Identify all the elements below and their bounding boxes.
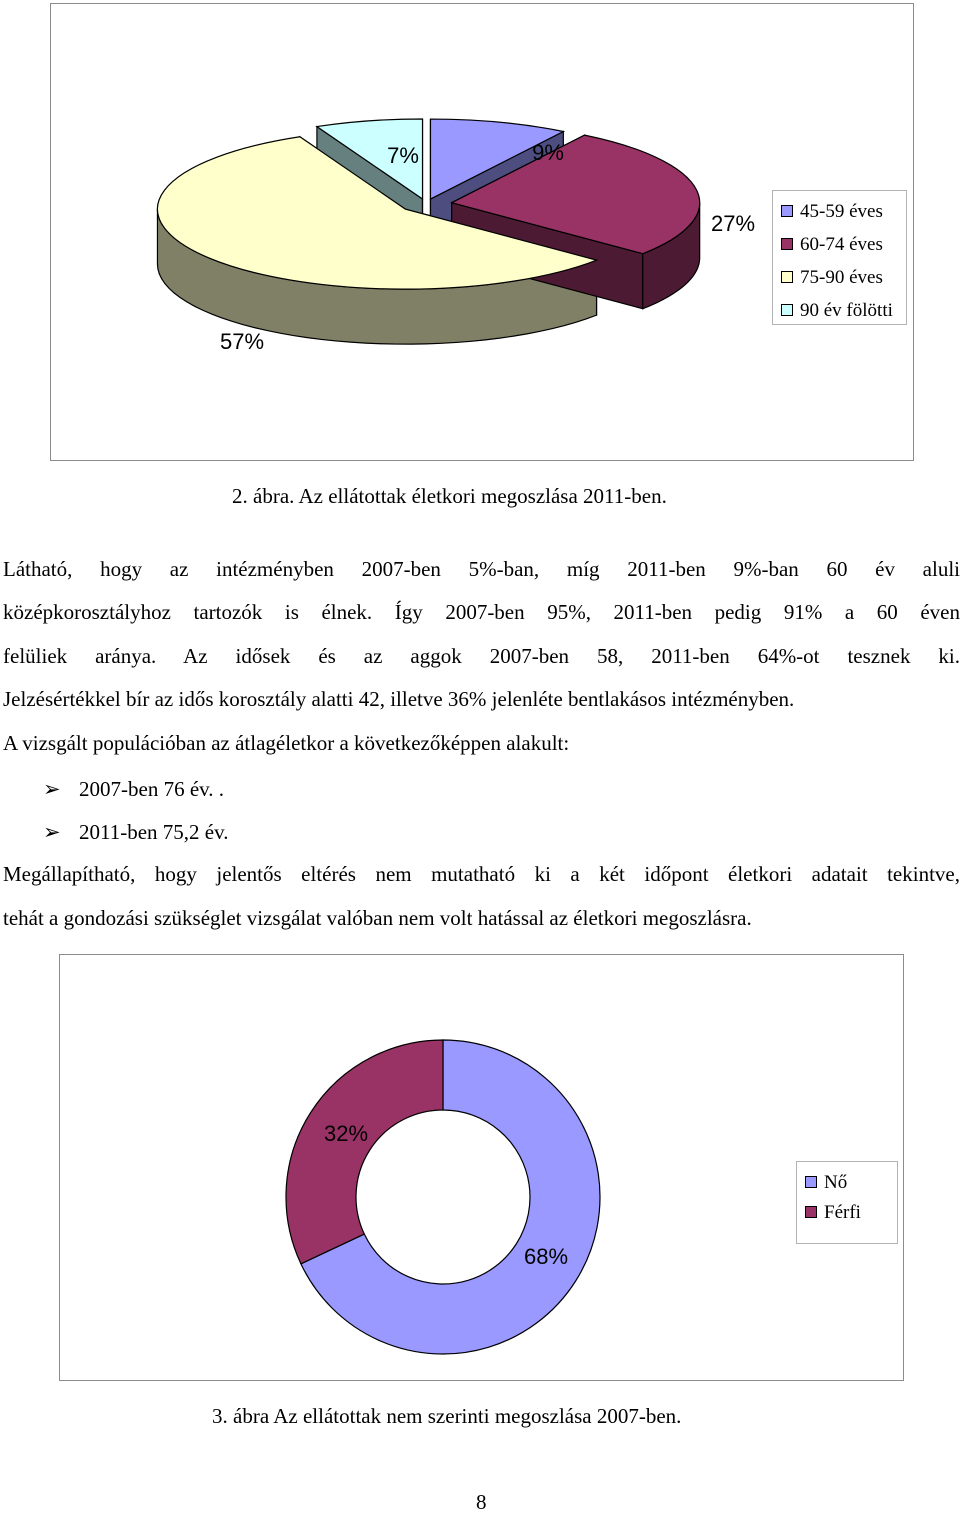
legend-swatch: [781, 205, 793, 217]
paragraph-line: tehát a gondozási szükséglet vizsgálat valóban nem volt hatással az életkori megoszlásra.: [3, 906, 752, 930]
legend-item-75-90: 75-90 éves: [781, 266, 883, 290]
legend-swatch: [781, 271, 793, 283]
data-label: 57%: [219, 329, 265, 354]
legend-swatch: [781, 304, 793, 316]
data-label: 9%: [532, 140, 564, 165]
data-label: 68%: [523, 1244, 569, 1269]
legend-swatch: [781, 238, 793, 250]
bullet-item: ➢ 2011-ben 75,2 év.: [43, 820, 229, 844]
figure-2-caption: 2. ábra. Az ellátottak életkori megoszlása 2011-ben.: [232, 484, 667, 508]
paragraph-line: Látható, hogy az intézményben 2007-ben 5%-ban, míg 2011-ben 9%-ban 60 év aluli: [3, 557, 960, 581]
donut-slice-Férfi: [286, 1040, 443, 1264]
gender-donut-svg: [60, 955, 903, 1380]
gender-legend: [796, 1161, 898, 1244]
paragraph-line: Jelzésértékkel bír az idős korosztály alatti 42, illetve 36% jelenléte bentlakásos intézményben.: [3, 687, 795, 711]
age-distribution-chart: [50, 3, 914, 461]
legend-item-45-59: 45-59 éves: [781, 200, 883, 224]
paragraph-line: A vizsgált populációban az átlagéletkor a következőképpen alakult:: [3, 731, 570, 755]
arrow-bullet-icon: ➢: [43, 820, 61, 844]
bullet-item: ➢ 2007-ben 76 év. .: [43, 777, 225, 801]
legend-item-60-74: 60-74 éves: [781, 233, 883, 257]
gender-distribution-chart: [59, 954, 904, 1381]
legend-item-ferfi: Férfi: [805, 1201, 861, 1225]
paragraph-line: felüliek aránya. Az idősek és az aggok 2007-ben 58, 2011-ben 64%-ot tesznek ki.: [3, 644, 960, 668]
arrow-bullet-icon: ➢: [43, 777, 61, 801]
paragraph-line: középkorosztályhoz tartozók is élnek. Így 2007-ben 95%, 2011-ben pedig 91% a 60 éven: [3, 600, 960, 624]
legend-item-90-plus: 90 év fölötti: [781, 299, 893, 323]
figure-3-caption: 3. ábra Az ellátottak nem szerinti megoszlása 2007-ben.: [212, 1404, 682, 1428]
paragraph-line: Megállapítható, hogy jelentős eltérés nem mutatható ki a két időpont életkori adatait tekintve,: [3, 862, 960, 886]
data-label: 32%: [323, 1121, 369, 1146]
age-legend: [772, 190, 907, 325]
data-label: 7%: [387, 143, 419, 168]
data-label: 27%: [710, 211, 756, 236]
legend-swatch: [805, 1206, 817, 1218]
legend-swatch: [805, 1176, 817, 1188]
page-number: 8: [476, 1490, 487, 1514]
legend-item-no: Nő: [805, 1171, 847, 1195]
